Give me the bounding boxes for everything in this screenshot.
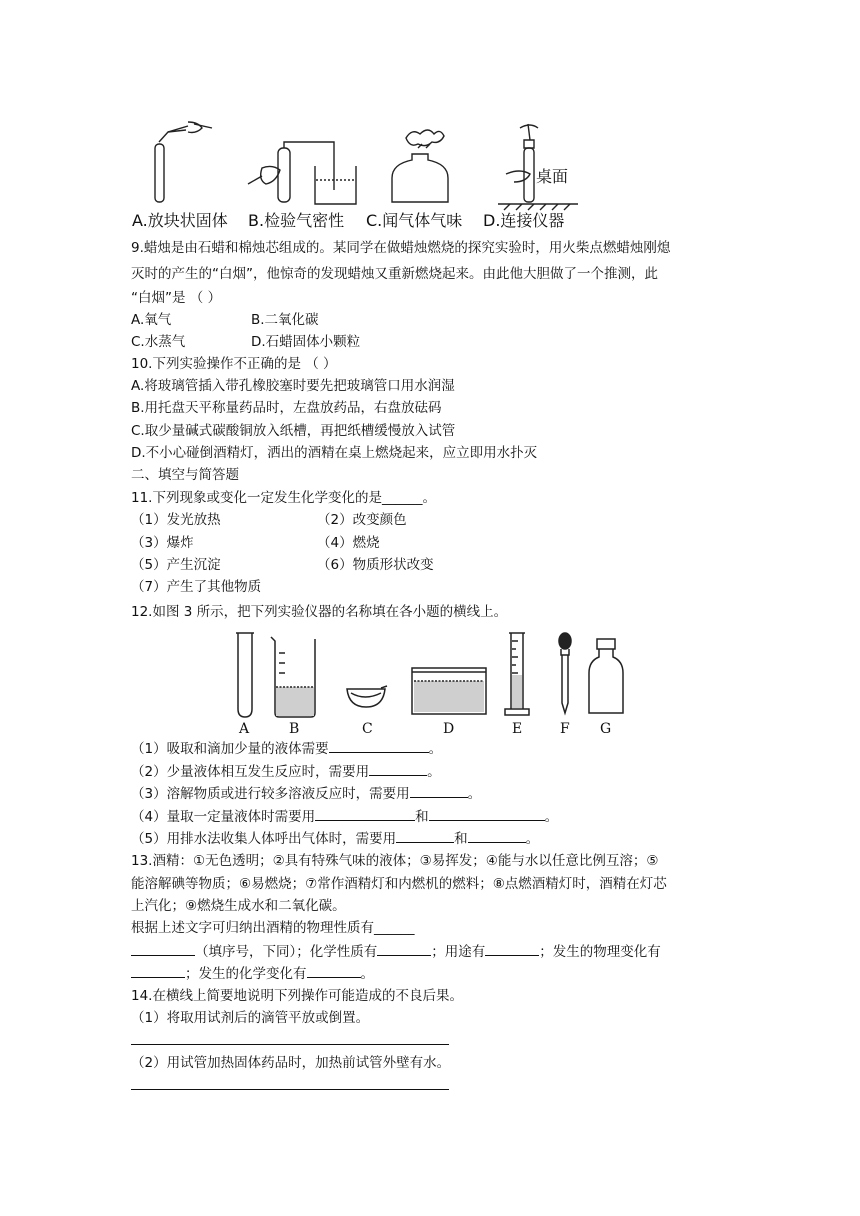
instrument-label-b: B [289,721,300,737]
figure-label-b: B.检验气密性 [248,211,345,230]
q11-item-3: （3）爆炸 [131,535,194,551]
answer-blank[interactable] [468,828,526,843]
section-heading: 二、填空与简答题 [131,467,239,483]
q9-options-row-1 [131,310,319,330]
test-tube-tongs-illustration [155,122,212,202]
q14-sub-2: （2）用试管加热固体药品时，加热前试管外壁有水。 [131,1055,451,1071]
q13-line-6: ；发生的化学变化有 。 [131,963,374,984]
q11-row-2 [131,533,380,553]
lab-instruments-figure [225,625,635,737]
q11-item-2: （2）改变颜色 [317,512,407,528]
answer-blank[interactable] [429,806,545,821]
evaporating-dish-icon [347,686,387,707]
q12-sub-5: （5）用排水法收集人体呼出气体时，需要用 和 。 [131,828,539,849]
q13-line-1: 13.酒精：①无色透明；②具有特殊气味的液体；③易挥发；④能与水以任意比例互溶；⑤ [131,853,659,869]
q12-sub-1: （1）吸取和滴加少量的液体需要 。 [131,738,442,759]
q9-line-2: 灭时的产生的“白烟”，他惊奇的发现蜡烛又重新燃烧起来。由此他大胆做了一个推测，此 [131,266,658,282]
answer-blank[interactable] [131,941,195,956]
q14-stem: 14.在横线上简要地说明下列操作可能造成的不良后果。 [131,988,463,1004]
q11-row-1 [131,510,407,530]
q11-item-7: （7）产生了其他物质 [131,579,262,595]
answer-blank[interactable] [410,783,468,798]
q13-line-4: 根据上述文字可归纳出酒精的物理性质有______ [131,920,415,936]
reagent-bottle-icon [589,639,623,713]
q11-item-5: （5）产生沉淀 [131,557,221,573]
answer-line[interactable] [131,1044,449,1045]
q13-line-3: 上汽化；⑨燃烧生成水和二氧化碳。 [131,898,346,914]
answer-blank[interactable] [131,963,185,978]
answer-blank[interactable] [485,941,539,956]
q9-line-3: “白烟”是 （ ） [131,290,222,306]
smell-gas-illustration [392,130,448,202]
answer-blank[interactable] [396,828,454,843]
q9-options-row-2 [131,332,361,352]
lab-operations-figure [128,118,588,233]
answer-blank[interactable] [315,806,415,821]
q10-option-c: C.取少量碱式碳酸铜放入纸槽，再把纸槽缓慢放入试管 [131,423,456,439]
graduated-cylinder-icon [505,633,529,715]
answer-blank[interactable] [369,761,427,776]
answer-blank[interactable] [377,941,431,956]
q9-line-1: 9.蜡烛是由石蜡和棉烛芯组成的。某同学在做蜡烛燃烧的探究实验时，用火柴点燃蜡烛刚熄 [131,240,671,256]
q13-line-5: （填序号，下同）；化学性质有 ；用途有 ；发生的物理变化有 [131,941,661,962]
instrument-label-c: C [362,721,373,737]
q10-option-d: D.不小心碰倒酒精灯，洒出的酒精在桌上燃烧起来，应立即用水扑灭 [131,445,538,461]
q12-stem: 12.如图 3 所示，把下列实验仪器的名称填在各小题的横线上。 [131,604,508,620]
q9-option-a: A.氧气 [131,312,172,328]
beaker-icon [271,637,315,717]
airtight-check-illustration [248,142,356,204]
dropper-icon [559,633,571,713]
q9-option-c: C.水蒸气 [131,334,186,350]
q11-item-4: （4）燃烧 [317,535,380,551]
instrument-label-a: A [239,721,250,737]
instrument-label-g: G [600,721,612,737]
water-trough-icon [412,668,486,714]
q11-item-1: （1）发光放热 [131,512,221,528]
q13-line-2: 能溶解碘等物质；⑥易燃烧；⑦常作酒精灯和内燃机的燃料；⑧点燃酒精灯时，酒精在灯芯 [131,876,667,892]
q10-stem: 10.下列实验操作不正确的是 （ ） [131,356,337,372]
q10-option-b: B.用托盘天平称量药品时，左盘放药品，右盘放砝码 [131,400,442,416]
q12-sub-2: （2）少量液体相互发生反应时，需要用 。 [131,761,441,782]
q11-stem: 11.下列现象或变化一定发生化学变化的是______。 [131,490,436,506]
test-tube-icon [236,633,254,717]
figure-label-d: D.连接仪器 [483,211,565,230]
desk-label: 桌面 [536,167,569,186]
q11-row-3 [131,555,434,575]
figure-label-c: C.闻气体气味 [366,211,463,230]
q9-option-b: B.二氧化碳 [251,312,319,328]
q11-item-6: （6）物质形状改变 [317,557,434,573]
instrument-label-f: F [560,721,570,737]
q14-sub-1: （1）将取用试剂后的滴管平放或倒置。 [131,1010,370,1026]
q12-sub-3: （3）溶解物质或进行较多溶液反应时，需要用 。 [131,783,481,804]
q10-option-a: A.将玻璃管插入带孔橡胶塞时要先把玻璃管口用水润湿 [131,378,455,394]
answer-blank[interactable] [307,963,361,978]
figure-label-a: A.放块状固体 [132,211,228,230]
q9-option-d: D.石蜡固体小颗粒 [251,334,361,350]
instrument-label-e: E [512,721,523,737]
answer-line[interactable] [131,1089,449,1090]
q12-sub-4: （4）量取一定量液体时需要用 和 。 [131,806,558,827]
instrument-label-d: D [443,721,455,737]
answer-blank[interactable] [329,738,429,753]
